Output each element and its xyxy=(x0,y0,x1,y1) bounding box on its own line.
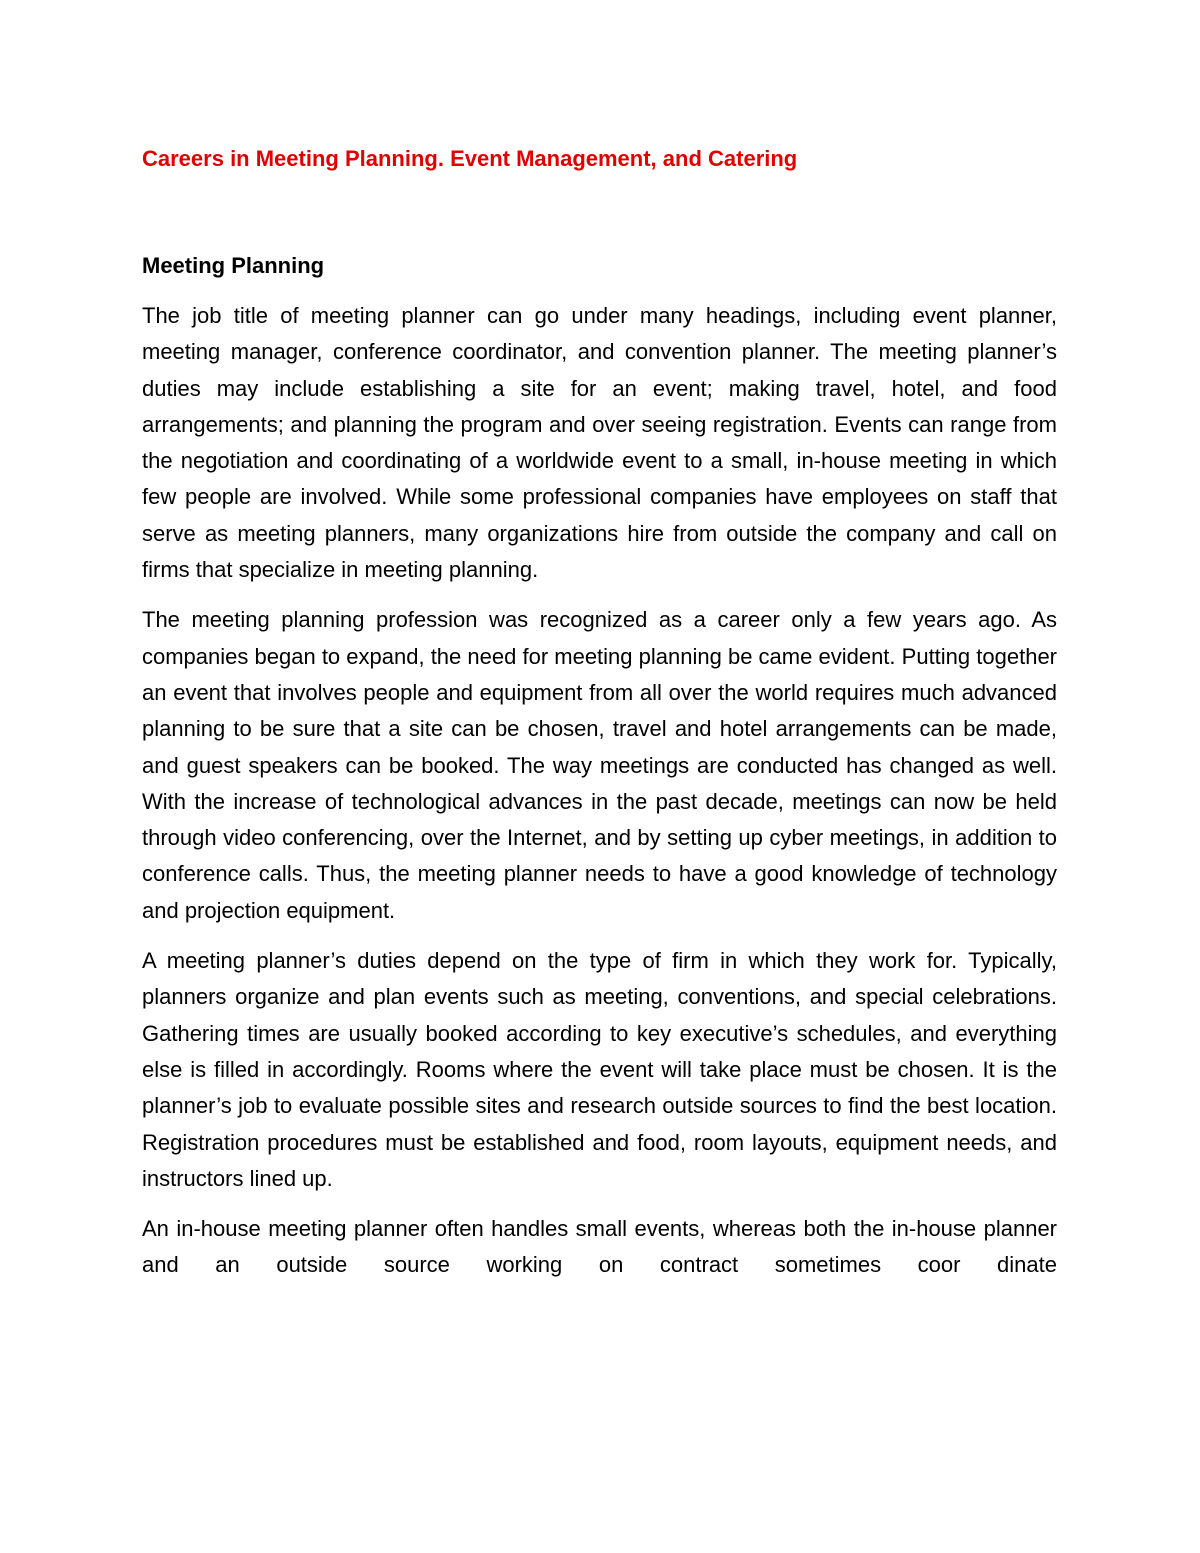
section-heading-meeting-planning: Meeting Planning xyxy=(142,253,325,278)
body-text xyxy=(142,298,1057,1284)
paragraph: An in-house meeting planner often handles small events, whereas both the in-house planner and an outside source working on contract sometimes coor dinate xyxy=(142,1216,1057,1278)
paragraph: The job title of meeting planner can go under many headings, including event planner, meeting manager, conference coordinator, and convention planner. The meeting planner’s duties may include establishing a site for an event; making travel, hotel, and food arrangements; and planning the program and over seeing registration. Events can range from the negotiation and coordinating of a worldwide event to a small, in-house meeting in which few people are involved. While some professional companies have employees on staff that serve as meeting planners, many organizations hire from outside the company and call on firms that specialize in meeting planning. xyxy=(142,303,1057,583)
document-page xyxy=(142,140,1057,1298)
paragraph: A meeting planner’s duties depend on the type of firm in which they work for. Typically, planners organize and plan events such as meeting, conventions, and special celebrations. Gathering times are usually booked according to key executive’s schedules, and everything else is filled in accordingly. Rooms where the event will take place must be chosen. It is the planner’s job to evaluate possible sites and research outside sources to find the best location. Registration procedures must be established and food, room layouts, equipment needs, and instructors lined up. xyxy=(142,948,1057,1191)
paragraph: The meeting planning profession was recognized as a career only a few years ago. As companies began to expand, the need for meeting planning be came evident. Putting together an event that involves people and equipment from all over the world requires much advanced planning to be sure that a site can be chosen, travel and hotel arrangements can be made, and guest speakers can be booked. The way meetings are conducted has changed as well. With the increase of technological advances in the past decade, meetings can now be held through video conferencing, over the Internet, and by setting up cyber meetings, in addition to conference calls. Thus, the meeting planner needs to have a good knowledge of technology and projection equipment. xyxy=(142,607,1057,923)
document-title: Careers in Meeting Planning. Event Management, and Catering xyxy=(142,146,798,171)
